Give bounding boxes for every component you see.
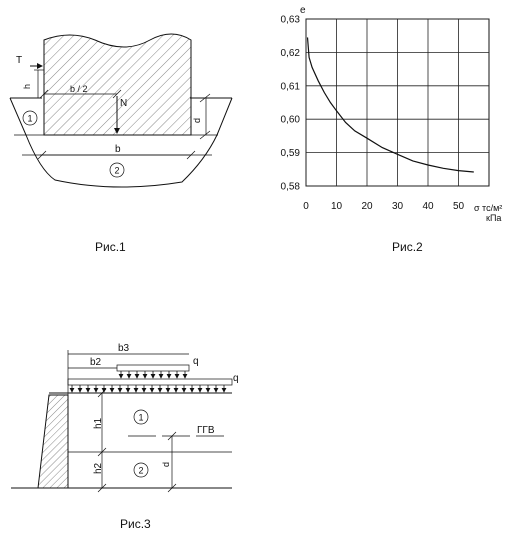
x-tick-label: 20 — [361, 201, 373, 212]
caption-fig2: Рис.2 — [392, 240, 423, 254]
retaining-wall — [38, 395, 68, 488]
label-h2: h2 — [93, 462, 104, 474]
x-tick-label: 30 — [391, 201, 404, 212]
figure-3 — [11, 343, 239, 531]
y-tick-label: 0,62 — [280, 47, 300, 59]
caption-fig3: Рис.3 — [120, 517, 151, 531]
label-n: N — [120, 98, 128, 109]
load-q-wide-arrows — [72, 385, 224, 392]
x-tick-label: 10 — [330, 201, 343, 212]
label-q-right: q — [233, 373, 239, 384]
y-tick-label: 0,59 — [280, 148, 300, 160]
y-tick-label: 0,58 — [280, 181, 300, 193]
label-t: T — [16, 55, 23, 66]
label-layer-1: 1 — [27, 113, 33, 124]
label-h: h — [22, 83, 32, 89]
chart-xlabel-line1: σ тс/м² — [474, 203, 503, 213]
y-tick-label: 0,63 — [280, 14, 300, 26]
label-d: d — [192, 117, 202, 123]
label-q-top: q — [193, 356, 199, 367]
load-q-strip — [117, 365, 189, 371]
figure-2-chart — [281, 5, 503, 254]
figure-1 — [10, 34, 232, 254]
x-tick-label: 40 — [422, 201, 434, 212]
label-layer-1: 1 — [138, 412, 144, 423]
chart-ylabel: e — [300, 5, 306, 16]
label-b-half: b / 2 — [70, 84, 88, 94]
label-b2: b2 — [90, 357, 102, 368]
load-q-wide — [68, 379, 232, 385]
label-b3: b3 — [118, 343, 130, 354]
caption-fig1: Рис.1 — [95, 240, 126, 254]
y-tick-label: 0,61 — [280, 81, 300, 93]
chart-xlabel-line2: кПа — [486, 213, 502, 223]
label-d: d — [161, 461, 171, 467]
series-line — [308, 37, 474, 172]
y-tick-label: 0,60 — [280, 114, 300, 126]
chart-grid — [306, 19, 489, 186]
x-tick-label: 50 — [452, 201, 465, 212]
label-h1: h1 — [93, 417, 104, 429]
load-q-strip-arrows — [121, 371, 185, 378]
label-b: b — [115, 144, 121, 155]
label-ggv: ГГВ — [197, 425, 215, 436]
label-layer-2: 2 — [138, 465, 144, 476]
label-layer-2: 2 — [114, 165, 120, 176]
x-tick-label: 0 — [303, 201, 309, 212]
